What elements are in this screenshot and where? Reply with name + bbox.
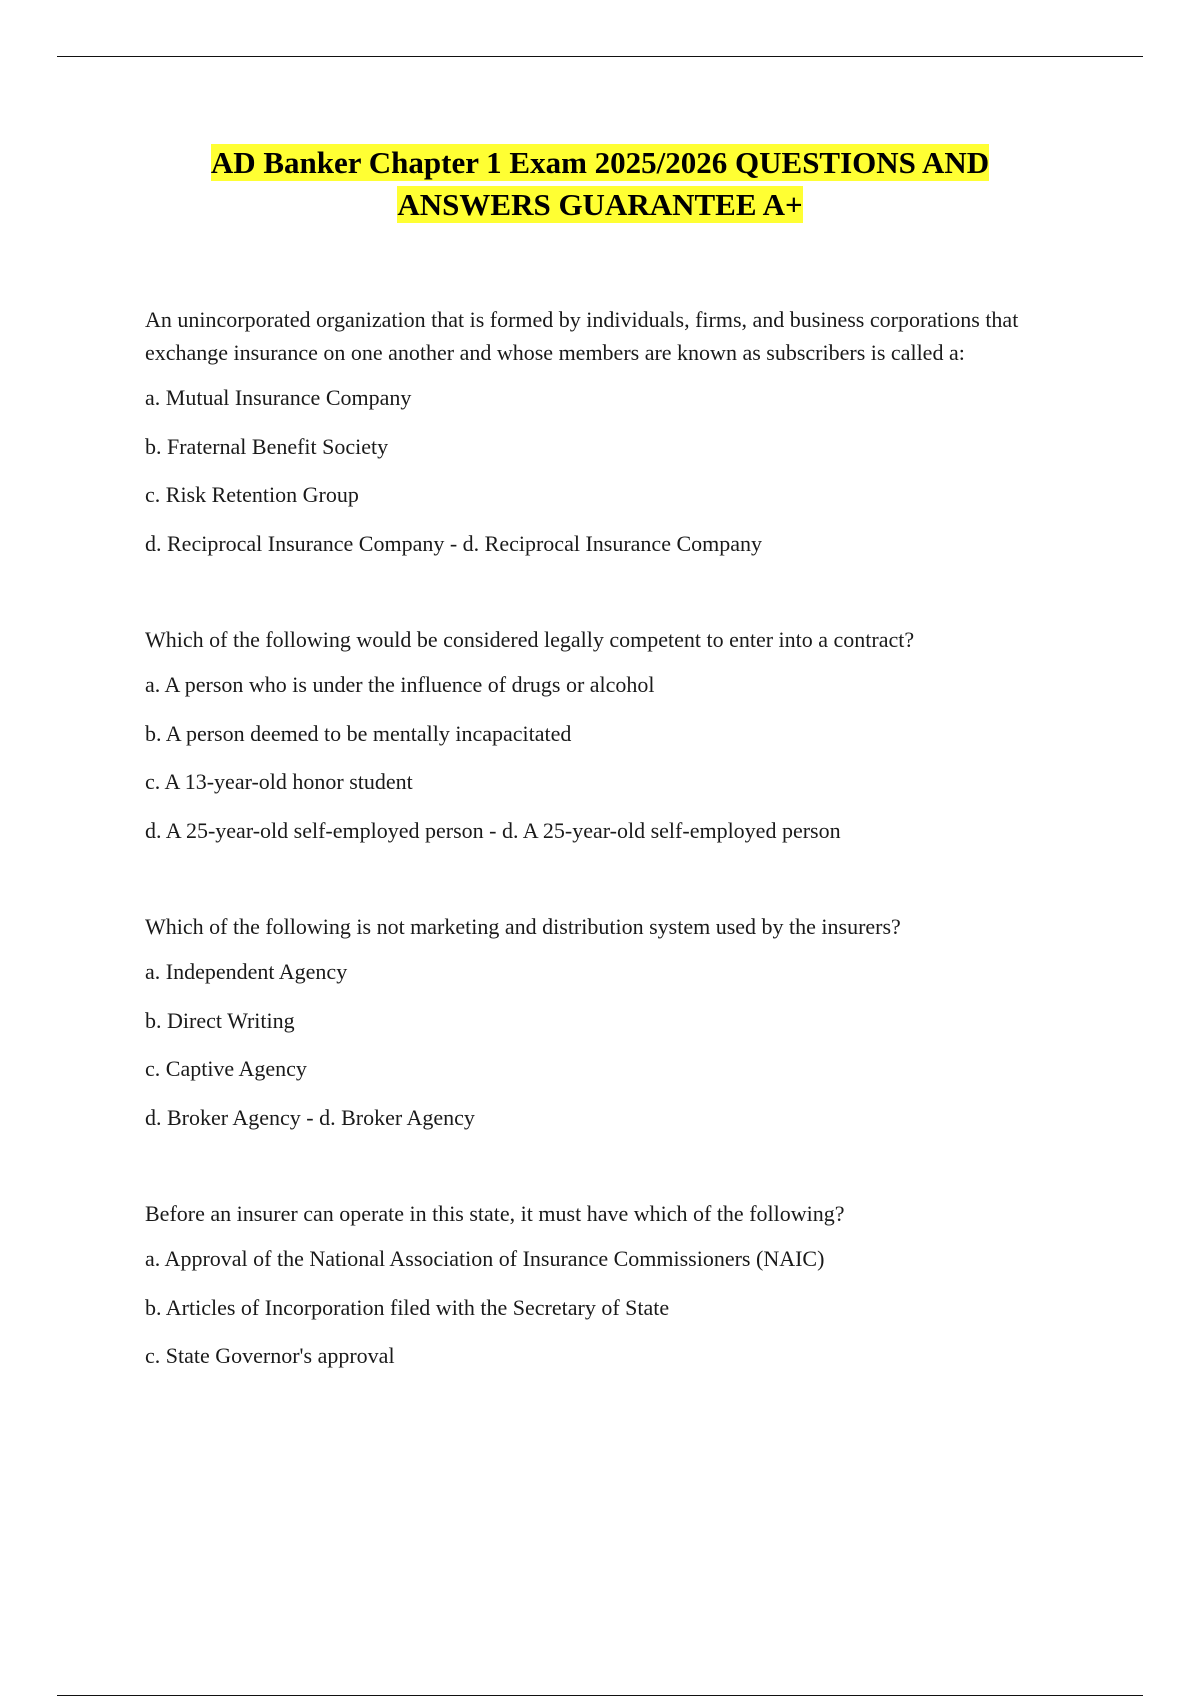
answer-option: b. Direct Writing [145,1007,295,1033]
answer-option: c. Risk Retention Group [145,482,359,507]
answer-option: b. Fraternal Benefit Society [145,433,389,459]
question-text: An unincorporated organization that is formed by individuals, firms, and business corporations that exchange insurance on one another and whose members are known as subscribers is called a: [145,307,1019,365]
answer-option: a. Approval of the National Association of Insurance Commissioners (NAIC) [145,1246,825,1271]
question-text: Which of the following would be considered legally competent to enter into a contract? [145,626,915,652]
footer-rule [57,1695,1143,1696]
answer-option: b. A person deemed to be mentally incapacitated [145,720,572,746]
answer-option: d. A 25-year-old self-employed person - d. A 25-year-old self-employed person [145,817,841,843]
answer-option: a. A person who is under the influence of drugs or alcohol [145,672,655,697]
answer-option: a. Mutual Insurance Company [145,385,412,410]
answer-option: a. Independent Agency [145,959,348,984]
question-text: Before an insurer can operate in this state, it must have which of the following? [145,1200,845,1226]
question-block-3 [145,911,1075,1134]
question-block-4 [145,1198,1075,1373]
answer-option: d. Reciprocal Insurance Company - d. Reciprocal Insurance Company [145,530,763,556]
question-list [145,304,1075,1436]
answer-option: c. Captive Agency [145,1056,307,1081]
answer-option: b. Articles of Incorporation filed with the Secretary of State [145,1294,670,1320]
document-title [0,142,1200,226]
title-line-2: ANSWERS GUARANTEE A+ [397,187,803,222]
answer-option: d. Broker Agency - d. Broker Agency [145,1104,475,1130]
header-rule [57,56,1143,57]
title-line-1: AD Banker Chapter 1 Exam 2025/2026 QUESTIONS AND [210,145,990,180]
answer-option: c. A 13-year-old honor student [145,769,413,794]
question-text: Which of the following is not marketing and distribution system used by the insurers? [145,913,901,939]
answer-option: c. State Governor's approval [145,1343,395,1368]
question-block-2 [145,624,1075,847]
question-block-1 [145,304,1075,560]
